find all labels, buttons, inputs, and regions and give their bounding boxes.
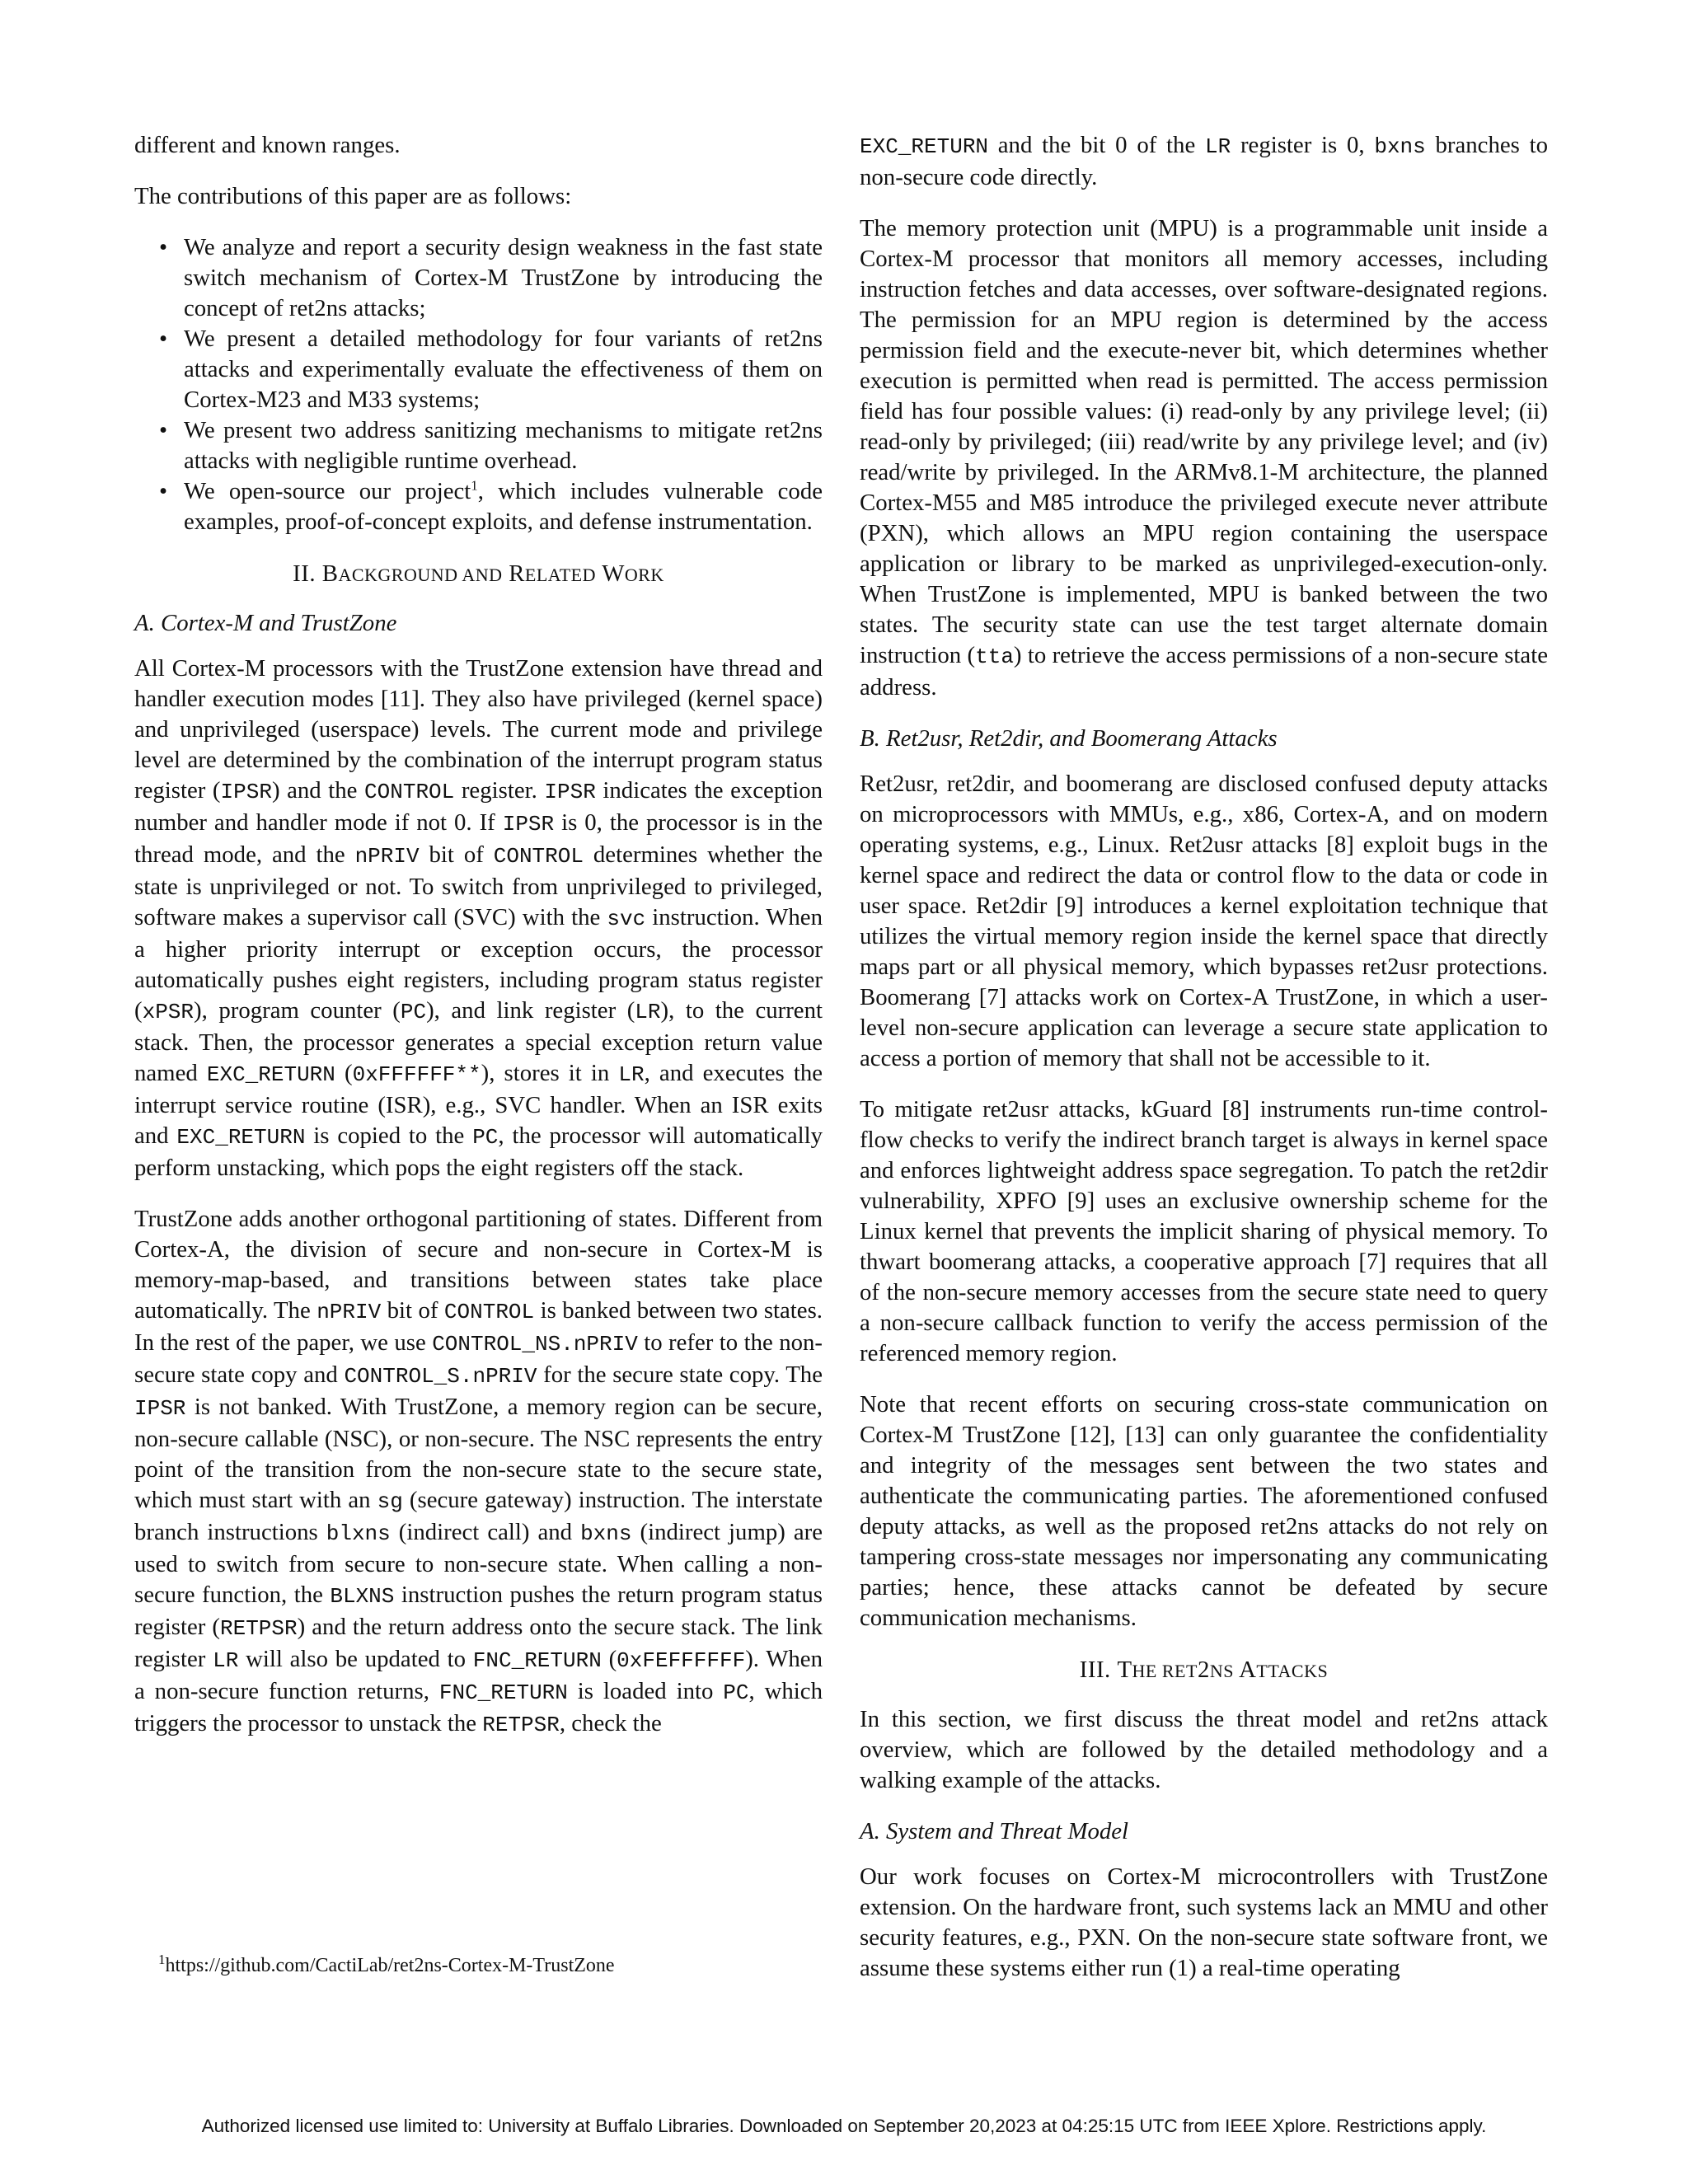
paragraph-section-intro: In this section, we first discuss the threat model and ret2ns attack overview, which are followed by the detailed methodology and a walking example of the attacks. xyxy=(860,1706,1548,1793)
bullet-icon: • xyxy=(159,234,168,260)
footnote-number: 1 xyxy=(158,1952,166,1967)
paragraph-trustzone: TrustZone adds another orthogonal partitioning of states. Different from Cortex-A, the division of secure and non-secure in Cortex-M is memory-map-based, and transitions between states take place automatically. The nPRIV bit of CONTROL is banked between two states. In the rest of the paper, we use CONTROL_NS.nPRIV to refer to the non-secure state copy and CONTROL_S.nPRIV for the secure state copy. The IPSR is not banked. With TrustZone, a memory region can be secure, non-secure callable (NSC), or non-secure. The NSC represents the entry point of the transition from the non-secure state to the secure state, which must start with an sg (secure gateway) instruction. The interstate branch instructions blxns (indirect call) and bxns (indirect jump) are used to switch from secure to non-secure state. When calling a non-secure function, the BLXNS instruction pushes the return program status register (RETPSR) and the return address onto the secure stack. The link register LR will also be updated to FNC_RETURN (0xFEFFFFFF). When a non-secure function returns, FNC_RETURN is loaded into PC, which triggers the processor to unstack the RETPSR, check the xyxy=(134,1206,823,1737)
section-heading-background: II. BACKGROUND AND RELATED WORK xyxy=(293,560,664,587)
paragraph-system-model: Our work focuses on Cortex-M microcontrollers with TrustZone extension. On the hardware front, such systems lack an MMU and other security features, e.g., PXN. On the non-secure state software front, we assume these systems either run (1) a real-time operating xyxy=(860,1863,1548,1981)
bullet-icon: • xyxy=(159,326,168,352)
list-item: • We open-source our project$^1$, which includes vulnerable code examples, proof-of-concept exploits, and defense instrumentation. xyxy=(159,477,823,535)
contributions-list xyxy=(134,232,823,537)
list-item: • We analyze and report a security design weakness in the fast state switch mechanism of Cortex-M TrustZone by introducing the concept of ret2ns attacks; xyxy=(159,234,823,321)
section-heading-ret2ns: III. THE RET2NS ATTACKS xyxy=(1079,1657,1329,1683)
paragraph-mpu: The memory protection unit (MPU) is a programmable unit inside a Cortex-M processor that monitors all memory accesses, including instruction fetches and data accesses, over software-designated regions. The permission for an MPU region is determined by the access permission field and the execute-never bit, which determines whether execution is permitted when read is permitted. The access permission field has four possible values: (i) read-only by any privilege level; (ii) read-only by privileged; (iii) read/write by any privilege level; and (iv) read/write by privileged. In the ARMv8.1-M architecture, the planned Cortex-M55 and M85 introduce the privileged execute never attribute (PXN), which allows an MPU region containing the userspace application or library to be marked as unprivileged-execution-only. When TrustZone is implemented, MPU is banked between the two states. The security state can use the test target alternate domain instruction (tta) to retrieve the access permissions of a non-secure state address. xyxy=(860,215,1548,701)
footnote-url[interactable]: https://github.com/CactiLab/ret2ns-Cortex-M-TrustZone xyxy=(165,1955,615,1976)
list-item: • We present two address sanitizing mechanisms to mitigate ret2ns attacks with negligible runtime overhead. xyxy=(159,417,823,474)
right-column xyxy=(860,130,1548,2004)
subsection-heading-threat-model: A. System and Threat Model xyxy=(860,1818,1129,1844)
paragraph-mitigation: To mitigate ret2usr attacks, kGuard [8] instruments run-time control-flow checks to verify the indirect branch target is always in kernel space and enforces lightweight address space segregation. To patch the ret2dir vulnerability, XPFO [9] uses an exclusive ownership scheme for the Linux kernel that prevents the implicit sharing of physical memory. To thwart boomerang attacks, a cooperative approach [7] requires that all of the non-secure memory accesses from the secure state need to query a non-secure callback function to verify the access permission of the referenced memory region. xyxy=(860,1096,1548,1366)
list-item: • We present a detailed methodology for four variants of ret2ns attacks and experimentally evaluate the effectiveness of them on Cortex-M23 and M33 systems; xyxy=(159,326,823,413)
license-footer: Authorized licensed use limited to: University at Buffalo Libraries. Downloaded on September 20,2023 at 04:25:15 UTC from IEEE Xplore. Restrictions apply. xyxy=(201,2116,1487,2136)
continuation-paragraph: different and known ranges. xyxy=(134,132,401,158)
paragraph-ret2usr: Ret2usr, ret2dir, and boomerang are disclosed confused deputy attacks on microprocessors with MMUs, e.g., x86, Cortex-A, and on modern operating systems, e.g., Linux. Ret2usr attacks [8] exploit bugs in the kernel space and redirect the data or control flow to the data or code in user space. Ret2dir [9] introduces a kernel exploitation technique that utilizes the virtual memory region inside the kernel space that directly maps part or all physical memory, which bypasses ret2usr protections. Boomerang [7] attacks work on Cortex-A TrustZone, in which a user-level non-secure application can leverage a secure state application to access a portion of memory that shall not be accessible to it. xyxy=(860,771,1548,1071)
subsection-heading-cortex-m: A. Cortex-M and TrustZone xyxy=(134,610,397,636)
paragraph-note: Note that recent efforts on securing cross-state communication on Cortex-M TrustZone [12], [13] can only guarantee the confidentiality and integrity of the messages sent between the two states and authenticate the communicating parties. The aforementioned confused deputy attacks, as well as the proposed ret2ns attacks do not rely on tampering cross-state messages nor impersonating any communicating parties; hence, these attacks cannot be defeated by secure communication mechanisms. xyxy=(860,1391,1548,1631)
contributions-intro: The contributions of this paper are as follows: xyxy=(134,183,572,209)
bullet-icon: • xyxy=(159,478,168,504)
footnote xyxy=(158,1953,818,1978)
paragraph-cortex-m: All Cortex-M processors with the TrustZone extension have thread and handler execution modes [11]. They also have privileged (kernel space) and unprivileged (userspace) levels. The current mode and privilege level are determined by the combination of the interrupt program status register (IPSR) and the CONTROL register. IPSR indicates the exception number and handler mode if not 0. If IPSR is 0, the processor is in the thread mode, and the nPRIV bit of CONTROL determines whether the state is unprivileged or not. To switch from unprivileged to privileged, software makes a supervisor call (SVC) with the svc instruction. When a higher priority interrupt or exception occurs, the processor automatically pushes eight registers, including program status register (xPSR), program counter (PC), and link register (LR), to the current stack. Then, the processor generates a special exception return value named EXC_RETURN (0xFFFFFF**), stores it in LR, and executes the interrupt service routine (ISR), e.g., SVC handler. When an ISR exits and EXC_RETURN is copied to the PC, the processor will automatically perform unstacking, which pops the eight registers off the stack. xyxy=(134,655,823,1181)
paragraph-bxns-continuation: EXC_RETURN and the bit 0 of the LR register is 0, bxns branches to non-secure code directly. xyxy=(860,132,1548,190)
left-column xyxy=(134,130,823,1761)
footnote-marker: 1 xyxy=(471,477,478,494)
subsection-heading-attacks: B. Ret2usr, Ret2dir, and Boomerang Attacks xyxy=(860,725,1278,752)
bullet-icon: • xyxy=(159,417,168,443)
